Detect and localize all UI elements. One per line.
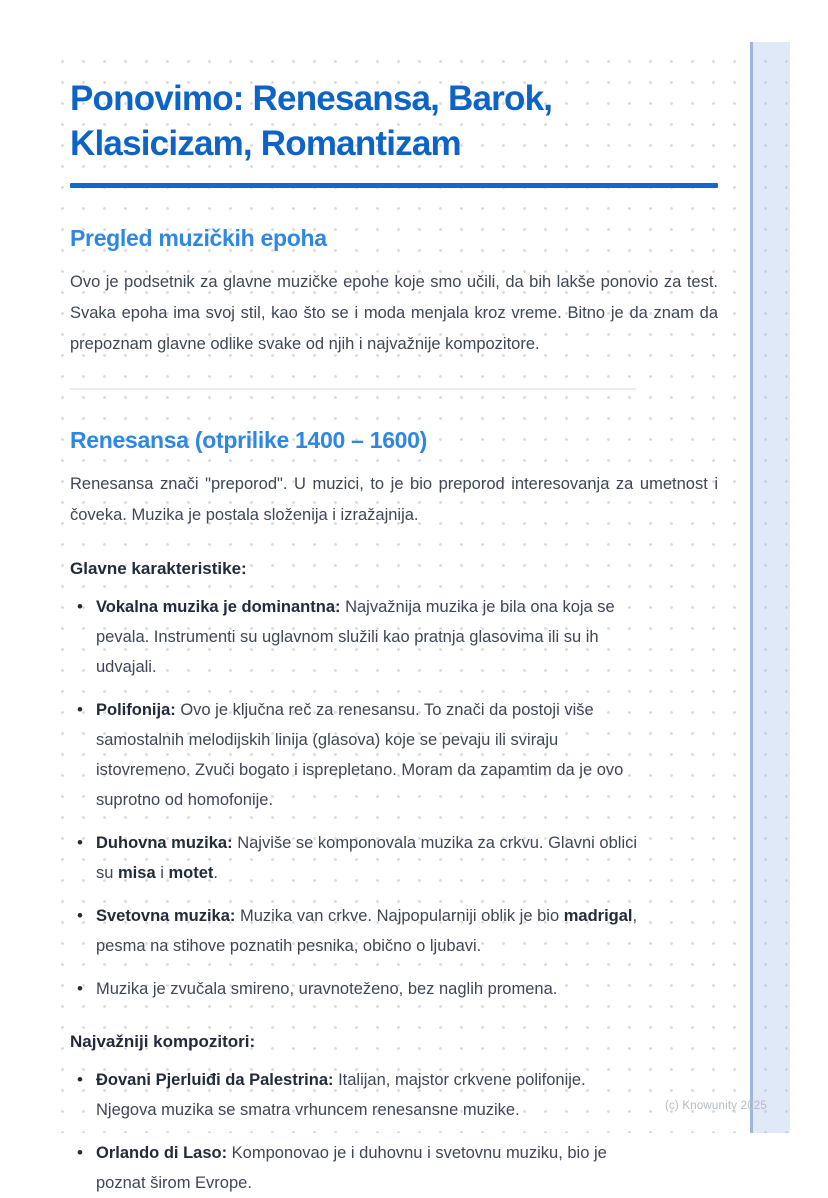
watermark: (c) Knowunity 2025 xyxy=(664,1100,767,1112)
composers-list xyxy=(70,1065,718,1198)
subheading-kompozitori: Najvažniji kompozitori: xyxy=(70,1032,256,1051)
title-rule xyxy=(70,183,718,188)
list-item: • Svetovna muzika: Muzika van crkve. Najpopularniji oblik je bio madrigal, pesma na stihove poznatih pesnika, obično o ljubavi. xyxy=(70,901,718,961)
renesansa-paragraph: Renesansa znači "preporod". U muzici, to je bio preporod interesovanja za umetnost i čoveka. Muzika je postala složenija i izražajnija. xyxy=(70,475,718,524)
notebook-sheet xyxy=(45,42,790,1192)
content-column xyxy=(70,76,718,1198)
list-item: • Polifonija: Ovo je ključna reč za renesansu. To znači da postoji više samostalnih melodijskih linija (glasova) koje se pevaju ili sviraju istovremeno. Zvuči bogato i isprepletano. Moram da zapamtim da je ovo suprotno od homofonije. xyxy=(70,695,718,815)
section-divider xyxy=(70,388,636,390)
pregled-paragraph: Ovo je podsetnik za glavne muzičke epohe koje smo učili, da bih lakše ponovio za test. Svaka epoha ima svoj stil, kao što se i moda menjala kroz vreme. Bitno je da znam da prepoznam glavne odlike svake od njih i najvažnije kompozitore. xyxy=(70,273,718,353)
list-item: • Vokalna muzika je dominantna: Najvažnija muzika je bila ona koja se pevala. Instrumenti su uglavnom služili kao pratnja glasovima ili su ih udvajali. xyxy=(70,592,718,682)
section-heading-pregled: Pregled muzičkih epoha xyxy=(70,225,327,251)
section-heading-renesansa: Renesansa (otprilike 1400 – 1600) xyxy=(70,427,428,453)
list-item: • Muzika je zvučala smireno, uravnoteženo, bez naglih promena. xyxy=(70,974,718,1004)
list-item: • Duhovna muzika: Najviše se komponovala muzika za crkvu. Glavni oblici su misa i motet. xyxy=(70,828,718,888)
list-item: • Orlando di Laso: Komponovao je i duhovnu i svetovnu muziku, bio je poznat širom Evrope. xyxy=(70,1138,718,1198)
subheading-karakteristike: Glavne karakteristike: xyxy=(70,559,247,578)
page-title xyxy=(70,76,718,166)
list-item: • Đovani Pjerluiđi da Palestrina: Italijan, majstor crkvene polifonije. Njegova muzika se smatra vrhuncem renesansne muzike. xyxy=(70,1065,718,1125)
characteristics-list xyxy=(70,592,718,1004)
page-title-line-1: Ponovimo: Renesansa, Barok, xyxy=(70,79,553,118)
page-title-line-2: Klasicizam, Romantizam xyxy=(70,124,461,163)
right-margin-stripe xyxy=(750,42,790,1133)
